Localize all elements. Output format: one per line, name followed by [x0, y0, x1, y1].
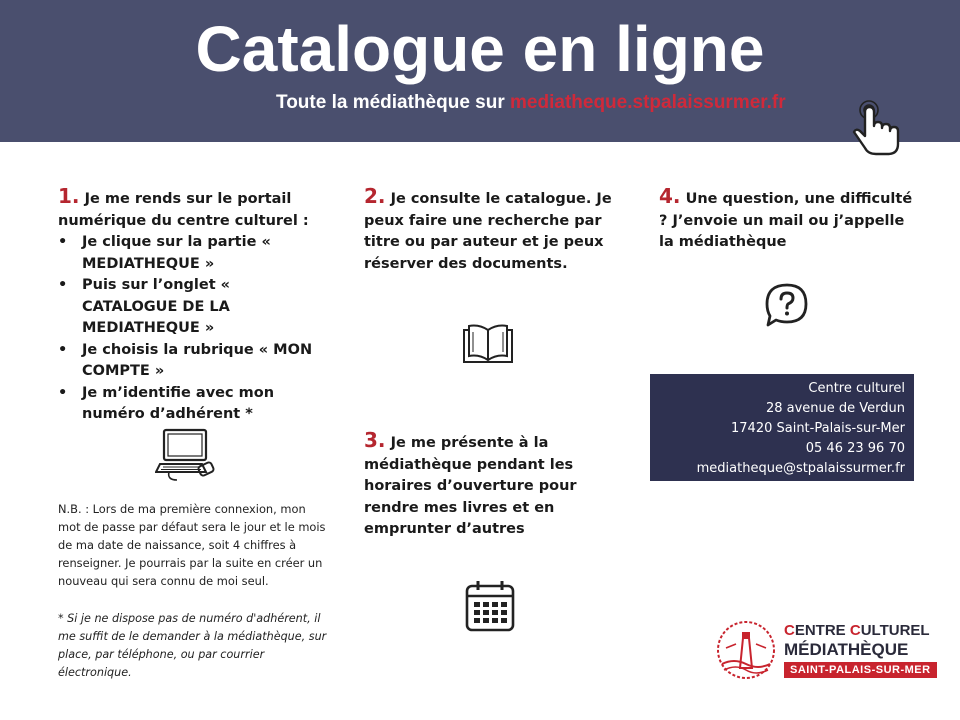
step-1-item: • Je choisis la rubrique « MON COMPTE » [58, 340, 328, 383]
step-4-number: 4. [659, 184, 681, 208]
header-banner [0, 0, 960, 142]
pointing-hand-icon [850, 98, 904, 158]
lighthouse-emblem-icon [714, 618, 778, 682]
page-title: Catalogue en ligne [195, 13, 765, 85]
logo-line-3: SAINT-PALAIS-SUR-MER [784, 662, 937, 678]
step-3-text: Je me présente à la médiathèque pendant les horaires d’ouverture pour rendre mes livres et en emprunter d’autres [364, 435, 577, 537]
subtitle-prefix: Toute la médiathèque sur [276, 92, 511, 113]
footnote: * Si je ne dispose pas de numéro d'adhérent, il me suffit de le demander à la médiathèque, sur place, par téléphone, ou par courrier électronique. [58, 612, 327, 679]
step-4-text: Une question, une difficulté ? J’envoie un mail ou j’appelle la médiathèque [659, 191, 913, 250]
step-2-text: Je consulte le catalogue. Je peux faire une recherche par titre ou par auteur et je peux réserver des documents. [364, 191, 612, 272]
centre-culturel-logo [714, 618, 931, 684]
step-3-number: 3. [364, 428, 386, 452]
step-1-item: • Je m’identifie avec mon numéro d’adhérent * [58, 383, 328, 426]
step-1-list [58, 232, 328, 426]
contact-phone[interactable]: 05 46 23 96 70 [805, 441, 905, 456]
step-1-intro: 1. Je me rends sur le portail numérique du centre culturel : [58, 184, 309, 229]
calendar-icon [464, 579, 516, 633]
logo-line-1: CENTRE CULTUREL [784, 622, 930, 639]
contact-city: 17420 Saint-Palais-sur-Mer [731, 421, 905, 436]
step-1-item: • Puis sur l’onglet « CATALOGUE DE LA MEDIATHEQUE » [58, 275, 328, 340]
step-4 [659, 186, 919, 254]
step-1 [58, 186, 328, 426]
question-bubble-icon [764, 282, 810, 328]
step-2-number: 2. [364, 184, 386, 208]
computer-icon [155, 428, 219, 484]
subtitle [276, 92, 786, 114]
open-book-icon [461, 322, 515, 364]
logo-text [784, 622, 937, 678]
contact-name: Centre culturel [808, 381, 905, 396]
contact-box [650, 374, 914, 481]
contact-address: 28 avenue de Verdun [765, 401, 905, 416]
website-link[interactable]: mediatheque.stpalaissurmer.fr [510, 92, 786, 113]
contact-email[interactable]: mediatheque@stpalaissurmer.fr [696, 461, 905, 476]
logo-line-2: MÉDIATHÈQUE [784, 640, 909, 659]
step-1-item: • Je clique sur la partie « MEDIATHEQUE » [58, 232, 328, 275]
step-1-number: 1. [58, 184, 80, 208]
nb-note: N.B. : Lors de ma première connexion, mon mot de passe par défaut sera le jour et le mois de ma date de naissance, soit 4 chiffres à renseigner. Je pourrais par la suite en créer un nouveau qui sera connu de moi seul. [58, 502, 326, 588]
step-3 [364, 430, 616, 541]
step-2 [364, 186, 614, 275]
